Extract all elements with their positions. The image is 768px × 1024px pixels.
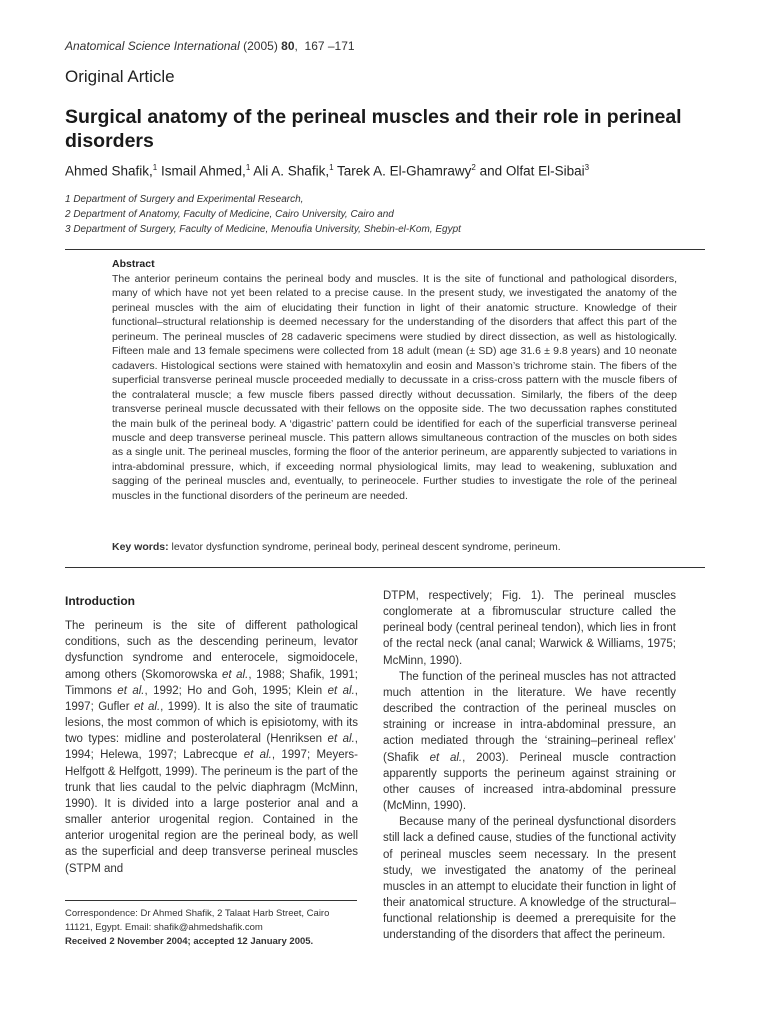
text-run-italic: et al. <box>327 684 355 697</box>
author-name: Tarek A. El-Ghamrawy <box>337 163 472 179</box>
author-name: Ahmed Shafik, <box>65 163 153 179</box>
text-run: , 1994; Helewa, 1997; Labrecque <box>65 733 358 762</box>
text-run-italic: et al. <box>117 684 145 697</box>
intro-paragraph <box>383 669 676 814</box>
author-name: Ali A. Shafik, <box>253 163 330 179</box>
text-run-italic: et al. <box>243 749 272 762</box>
journal-name: Anatomical Science International <box>65 39 240 53</box>
journal-year: (2005) <box>243 39 278 53</box>
text-run: , 1988; Shafik, 1991; Timmons <box>65 668 359 697</box>
journal-pages: 167 –171 <box>304 39 355 53</box>
author-affiliation-marker: 3 <box>584 163 590 172</box>
text-run-italic: et al. <box>221 668 249 681</box>
affiliations <box>65 192 725 237</box>
journal-volume: 80 <box>281 39 295 53</box>
text-run: , 2003). Perineal muscle contraction apparently supports the perineum against straining or other causes of increased intra-abdominal pressure (McMinn, 1990). <box>383 751 676 813</box>
intro-paragraph: Because many of the perineal dysfunctional disorders still lack a defined cause, studies of the functional activity of perineal muscles seem necessary. In the present study, we investigated the anatomy of the perineal muscles in an attempt to elucidate their function in light of their anatomical structure. A knowledge of the structural–functional relationship is deemed a prerequisite for the understanding of the disorders that affect the perineum. <box>383 816 676 942</box>
keywords-text: levator dysfunction syndrome, perineal body, perineal descent syndrome, perineum. <box>171 541 561 553</box>
correspondence-text: Correspondence: Dr Ahmed Shafik, 2 Talaat Harb Street, Cairo 11121, Egypt. Email: shafik@ahmedshafik.com <box>65 908 330 933</box>
abstract-text: The anterior perineum contains the perineal body and muscles. It is the site of functional and pathological disorders, many of which have not yet been related to a precise cause. In the present study, we investigated the anatomy of the perineal muscles with the aim of elucidating their function in light of their anatomic structure. Knowledge of their functional–structural relationship is deemed necessary for the understanding of the disorders that affect this part of the perineum. The perineal muscles of 28 cadaveric specimens were studied by direct dissection, as well as histologically. Fifteen male and 13 female specimens were collected from 18 adult (mean (± SD) age 31.6 ± 9.8 years) and 10 neonate cadavers. Histological sections were stained with hematoxylin and eosin and Masson’s trichrome stain. The fibers of the superficial transverse perineal muscle proceeded medially to decussate in a criss-cross pattern with the muscle fibers of the contralateral muscle; a few muscle fibers passed directly without decussation. Similarly, the fibers of the deep transverse perineal muscle decussated with their fellows on the opposite side. The two decussation raphes constituted the main bulk of the perineal body. A ‘digastric’ pattern could be identified for each of the superficial transverse perineal muscle and deep transverse perineal muscle. This pattern allows simultaneous contraction of the muscles on both sides as a single unit. The perineal muscles, forming the floor of the anterior perineum, are apparently subjected to variations in intra-abdominal pressure, which, if exceeding normal physiological limits, may lead to weakening, subluxation and sagging of the perineal muscles and, eventually, to perineocele. Further studies to investigate the role of the perineal muscles in the functional disorders of the perineum are needed. <box>112 273 677 502</box>
author-affiliation-marker: 1 <box>245 163 251 172</box>
text-run: , 1997; Gufler <box>65 684 358 713</box>
text-run: , 1992; Ho and Goh, 1995; Klein <box>144 684 328 697</box>
affiliation-line: 1 Department of Surgery and Experimental Research, <box>65 194 304 205</box>
text-run-italic: et al. <box>429 751 463 764</box>
keywords-label: Key words: <box>112 541 169 553</box>
abstract-heading: Abstract <box>112 258 155 270</box>
affiliation-line: 2 Department of Anatomy, Faculty of Medicine, Cairo University, Cairo and <box>65 209 394 220</box>
abstract-bottom-rule <box>65 567 705 568</box>
abstract-top-rule <box>65 249 705 250</box>
author-name: and Olfat El-Sibai <box>479 163 585 179</box>
correspondence-footnote <box>65 907 357 949</box>
text-run-italic: et al. <box>133 700 161 713</box>
intro-paragraph: DTPM, respectively; Fig. 1). The perineal muscles conglomerate at a fibromuscular structure called the perineal body (central perineal tendon), which lies in front of the rectal neck (anal canal; Warwick & Williams, 1975; McMinn, 1990). <box>383 590 676 667</box>
text-run-italic: et al. <box>327 733 355 746</box>
keywords <box>112 541 677 553</box>
affiliation-line: 3 Department of Surgery, Faculty of Medicine, Menoufia University, Shebin-el-Kom, Egypt <box>65 224 461 235</box>
intro-paragraph <box>65 618 358 877</box>
article-type: Original Article <box>65 67 175 86</box>
footnote-rule <box>65 900 357 901</box>
author-affiliation-marker: 2 <box>471 163 476 172</box>
right-column <box>383 588 676 943</box>
author-affiliation-marker: 1 <box>329 163 334 172</box>
author-affiliation-marker: 1 <box>152 163 158 172</box>
text-run: The perineum is the site of different pathological conditions, such as the descending perineum, levator dysfunction syndrome and enterocele, sigmoidocele, among others (Skomorowska <box>65 620 358 681</box>
text-run: , 1999). It is also the site of traumatic lesions, the most common of which is episiotomy, with its two types: midline and posterolateral (Henriksen <box>65 700 359 746</box>
section-heading-introduction: Introduction <box>65 594 135 608</box>
left-column <box>65 590 358 877</box>
received-dates: Received 2 November 2004; accepted 12 January 2005. <box>65 936 314 947</box>
abstract <box>112 258 677 503</box>
author-list <box>65 163 725 179</box>
text-run: The function of the perineal muscles has not attracted much attention in the literature. We have recently described the contraction of the perineal muscles on straining or increase in intra-abdominal pressure, an action mediated through the ‘straining–perineal reflex’ (Shafik <box>383 670 676 764</box>
article-title: Surgical anatomy of the perineal muscles and their role in perineal disorders <box>65 106 682 152</box>
text-run: , 1997; Meyers-Helfgott & Helfgott, 1999). The perineum is the part of the trunk that lies caudal to the pelvic diaphragm (McMinn, 1990). It is divided into a large posterior anal and a smaller anterior urogenital region. Contained in the anterior urogenital region are the perineal body, as well as the superficial and deep transverse perineal muscles (STPM and <box>65 749 359 875</box>
author-name: Ismail Ahmed, <box>161 163 246 179</box>
journal-citation: Anatomical Science International (2005) 80, 167 –171 <box>65 39 355 53</box>
